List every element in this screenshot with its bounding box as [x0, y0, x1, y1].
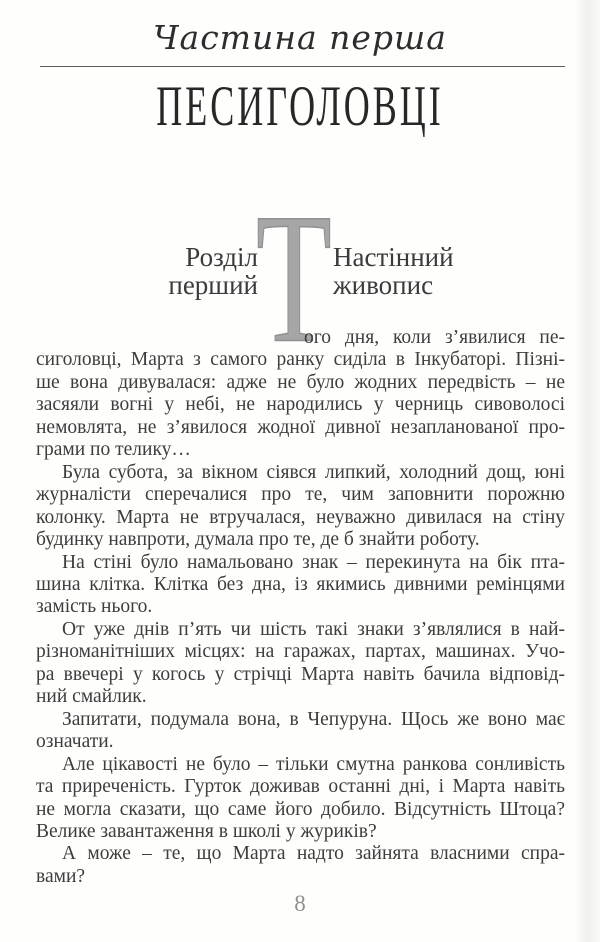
text-line: журналісти сперечалися про те, чим заповнити порожню — [36, 484, 565, 506]
text-line: ра ввечері у когось у стрічці Марта навіть бачила відповід- — [36, 663, 565, 685]
text-line: От уже днів п’ять чи шість такі знаки з’являлися в най- — [62, 618, 565, 640]
text-line: та приреченість. Гурток доживав останні дні, і Марта навіть — [36, 776, 565, 798]
chapter-label — [80, 243, 258, 299]
text-line: вами? — [36, 865, 86, 887]
text-line: різноманітніших місцях: на гаражах, партах, машинах. Учо- — [36, 641, 565, 663]
chapter-title-line2: живопис — [333, 270, 434, 300]
text-line: замість нього. — [36, 596, 153, 618]
text-line: сиголовці, Марта з самого ранку сиділа в Інкубаторі. Пізні- — [36, 349, 565, 371]
text-line: засяяли вогні у небі, не народились у черниць сивоволосі — [36, 394, 565, 416]
text-line: А може – те, що Марта надто зайнята власними спра- — [62, 843, 565, 865]
text-line: Запитати, подумала вона, в Чепуруна. Щось же воно має — [62, 708, 565, 730]
chapter-label-line2: перший — [168, 270, 258, 300]
text-line: не могла сказати, що саме його добило. Відсутність Штоца? — [36, 798, 565, 820]
chapter-label-line1: Розділ — [185, 242, 258, 272]
text-line: Була субота, за вікном сіявся липкий, холодний дощ, юні — [62, 461, 565, 483]
body-text — [36, 327, 565, 888]
text-line: немовлята, не з’явилося жодної дивної незапланованої про- — [36, 416, 565, 438]
page-number: 8 — [294, 891, 306, 916]
text-line: колонку. Марта не втручалася, неуважно дивилася на стіну — [36, 506, 565, 528]
chapter-title-line1: Настінний — [333, 242, 454, 272]
text-line: На стіні було намальовано знак – перекинута на бік пта- — [62, 551, 565, 573]
header-rule-divider — [40, 66, 565, 67]
text-line: ого дня, коли з’явилися пе- — [304, 327, 565, 348]
text-line: будинку навпроти, думала про те, де б знайти роботу. — [36, 529, 480, 551]
text-line: Але цікавості не було – тільки смутна ранкова сонливість — [62, 753, 565, 775]
text-line: Велике завантаження в школі у журиків? — [36, 820, 377, 842]
text-line: ний смайлик. — [36, 686, 147, 708]
chapter-title — [333, 243, 454, 299]
text-line: ше вона дивувалася: адже не було жодних передвість – не — [36, 371, 565, 393]
chapter-drop-cap: Т — [256, 175, 332, 381]
text-line: грами по телику… — [36, 439, 191, 461]
book-title: ПЕСИГОЛОВЦІ — [156, 73, 444, 138]
text-line: шина клітка. Клітка без дна, із якимись дивними ремінцями — [36, 573, 565, 595]
part-label: Частина перша — [153, 18, 447, 57]
text-line: означати. — [36, 731, 114, 753]
